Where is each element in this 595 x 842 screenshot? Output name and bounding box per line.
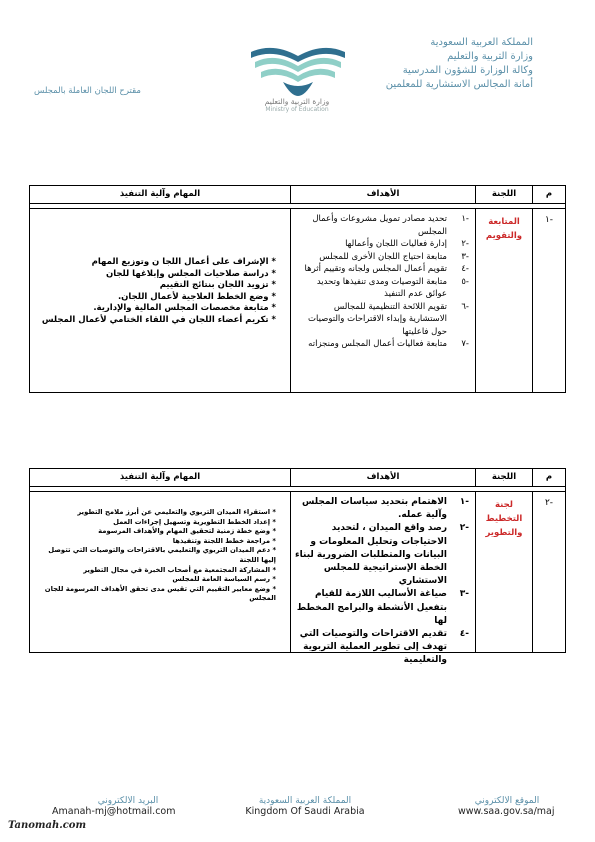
footer-site-label: الموقع الالكتروني [474,796,540,806]
row-number: -٢ [532,492,565,652]
list-item: * المشاركة المجتمعية مع أصحاب الخبرة في مجال التطوير [83,565,276,574]
committee-name: المتابعة والتقويم [475,209,532,392]
list-item: * الإشراف على أعمال اللجا ن وتوزيع المهام [91,257,276,267]
footer-country-ar: المملكة العربية السعودية [258,796,352,806]
header-objectives: الأهداف [290,469,475,486]
list-item: * وضع معايير التقييم التي تقيس مدى تحقق الأهداف المرسومة للجان المجلس [44,584,276,603]
list-item: -٤ تقويم أعمال المجلس ولجانه وتقييم أثرها [304,264,469,274]
header-line-agency: وكالة الوزارة للشؤون المدرسية [402,65,533,76]
list-item: -٦ تقويم اللائحة التنظيمية للمجالس الاستشارية وإبداء الاقتراحات والتوصيات حول فاعليتها [308,301,469,337]
list-item: -٥ متابعة التوصيات ومدى تنفيذها وتحديد عوائق عدم التنفيذ [316,276,469,299]
row-number: -١ [532,209,565,392]
list-item: -٣ صياغة الأساليب اللازمة للقيام بتفعيل الأنشطة والبرامج المخطط لها [296,589,469,626]
table-row [30,209,565,392]
list-item: * استقراء الميدان التربوي والتعليمي عن أبرز ملامح التطوير [77,508,276,516]
header-ministry-lines [323,36,533,92]
watermark: Tanomah.com [8,820,87,831]
list-item: * دراسة صلاحيات المجلس وإبلاغها للجان [105,268,276,279]
list-item: * رسم السياسة العامة للمجلس [172,575,276,584]
footer-email-label: البريد الالكتروني [97,796,159,806]
list-item: * متابعة مخصصات المجلس المالية والإدارية. [93,303,276,313]
list-item: -٣ متابعة احتياج اللجان الأخرى للمجلس [319,251,469,262]
header-committee: اللجنة [475,186,532,203]
objectives-cell [290,209,475,392]
tasks-cell [30,492,290,652]
list-item: -١ الاهتمام بتحديد سياسات المجلس وآلية عمله. [302,497,469,521]
table-header-row [30,186,565,204]
logo-text-english: Ministry of Education [265,106,329,113]
list-item: * دعم الميدان التربوي والتعليمي بالاقتراحات والتوصيات التي تتوصل إليها اللجنة [48,546,276,564]
header-line-ministry: وزارة التربية والتعليم [447,51,533,62]
footer-email-link[interactable]: Amanah-mj@hotmail.com [52,806,176,817]
footer-site-link[interactable]: www.saa.gov.sa/maj [458,806,555,817]
committee-name: لجنة التخطيط والتطوير [475,492,532,652]
header-tasks: المهام وآلية التنفيذ [119,472,201,482]
list-item: -٢ إدارة فعاليات اللجان وأعمالها [345,239,469,249]
committee-table-1 [29,185,566,393]
list-item: * وضع خطة زمنية لتحقيق المهام والأهداف المرسومة [98,527,276,536]
table-row [30,492,565,666]
table-header-row [30,469,565,487]
document-title: مقترح اللجان العاملة بالمجلس [34,86,141,96]
list-item: * إعداد الخطط التطويرية وتسهيل إجراءات العمل [113,517,276,526]
header-num: م [532,186,565,203]
list-item: * تزويد اللجان بنتائج التقييم [159,280,276,290]
list-item: * مراجعة خطط اللجنة وتنفيذها [172,536,276,545]
committee-table-2 [29,468,566,666]
list-item: * تكريم أعضاء اللجان في اللقاء الختامي لأعمال المجلس [41,314,276,325]
list-item: -٧ متابعة فعاليات أعمال المجلس ومنجزاته [308,339,469,349]
footer-country-en: Kingdom Of Saudi Arabia [245,806,365,817]
list-item: * وضع الخطط العلاجية لأعمال اللجان. [117,291,276,302]
objectives-cell [290,492,475,666]
list-item: -٤ تقديم الاقتراحات والتوصيات التي تهدف إلى تطوير العملية التربوية والتعليمية [299,629,469,666]
list-item: -١ تحديد مصادر تمويل مشروعات وأعمال المجلس [312,214,469,237]
header-tasks: المهام وآلية التنفيذ [119,189,201,199]
tasks-cell [30,209,290,392]
list-item: -٢ رصد واقع الميدان ، لتحديد الاحتياجات وتحليل المعلومات و البيانات والمتطلبات الضرورية لبناء الخطة الإستراتيجية للمجلس الاستشاري [295,523,469,587]
header-objectives: الأهداف [290,186,475,203]
header-line-country: المملكة العربية السعودية [430,37,533,48]
header-committee: اللجنة [475,469,532,486]
logo-text-arabic: وزارة التربية والتعليم [264,97,330,106]
header-num: م [532,469,565,486]
header-line-secretariat: أمانة المجالس الاستشارية للمعلمين [385,79,533,90]
